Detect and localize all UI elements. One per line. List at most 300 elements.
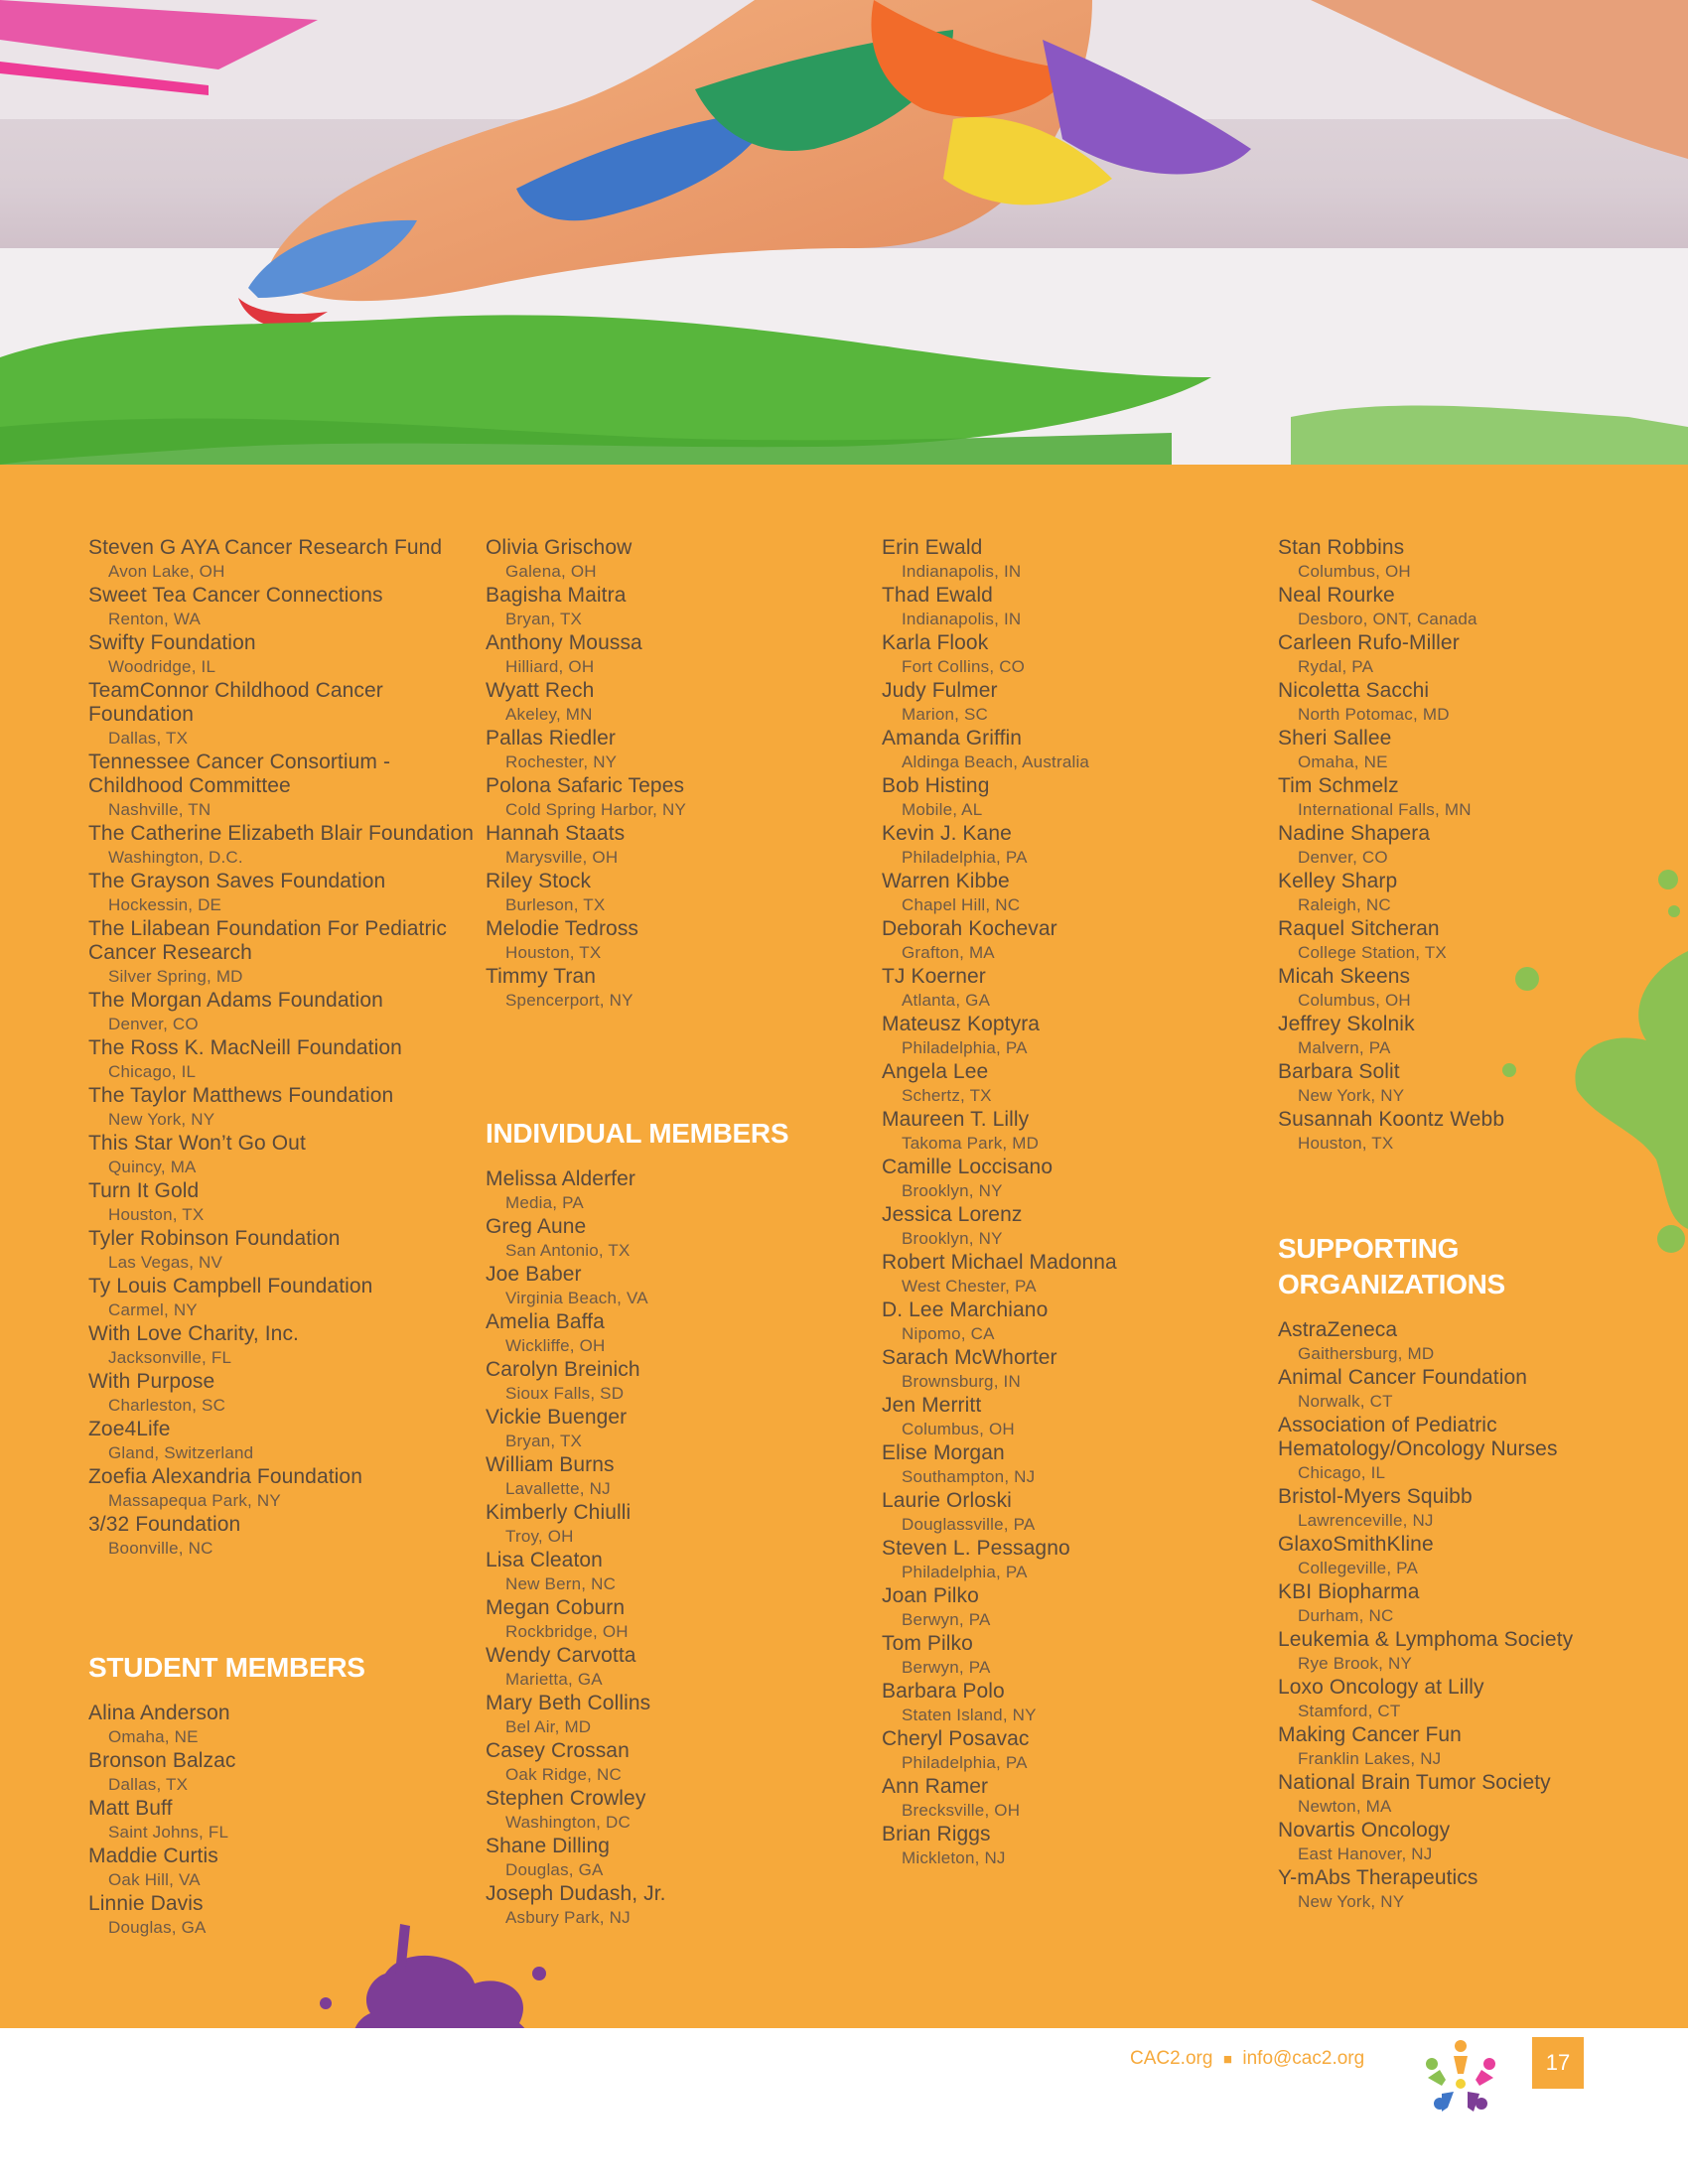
list-item <box>88 1418 476 1465</box>
entry-name: Kevin J. Kane <box>882 822 1012 845</box>
entry-name: Tom Pilko <box>882 1632 973 1655</box>
student-members-heading: STUDENT MEMBERS <box>88 1652 365 1683</box>
entry-name: Tennessee Cancer Consortium - Childhood Committee <box>88 751 391 797</box>
list-item <box>486 1310 873 1358</box>
entry-name: Warren Kibbe <box>882 870 1010 892</box>
entry-name: TJ Koerner <box>882 965 986 988</box>
entry-name: Brian Riggs <box>882 1823 991 1845</box>
entry-name: Pallas Riedler <box>486 727 616 750</box>
entry-location: Brooklyn, NY <box>902 1229 1003 1248</box>
entry-location: Douglas, GA <box>505 1860 604 1879</box>
list-item <box>88 1370 476 1418</box>
entry-location: Rockbridge, OH <box>505 1622 629 1641</box>
list-item <box>486 1787 873 1835</box>
list-item <box>1278 965 1596 1013</box>
entry-location: Virginia Beach, VA <box>505 1289 648 1307</box>
entry-location: Renton, WA <box>108 610 202 628</box>
list-item <box>1278 1723 1596 1771</box>
entry-name: This Star Won’t Go Out <box>88 1132 306 1155</box>
entry-location: Omaha, NE <box>108 1727 199 1746</box>
column-4 <box>1278 536 1596 1914</box>
entry-location: Grafton, MA <box>902 943 995 962</box>
list-item <box>486 774 873 822</box>
entry-name: Micah Skeens <box>1278 965 1411 988</box>
list-item <box>882 822 1269 870</box>
entry-location: Brownsburg, IN <box>902 1372 1021 1391</box>
list-item <box>88 1513 476 1561</box>
list-item <box>486 1501 873 1549</box>
list-item <box>486 1263 873 1310</box>
entry-location: Franklin Lakes, NJ <box>1298 1749 1442 1768</box>
entry-location: Douglas, GA <box>108 1918 207 1937</box>
entry-name: Susannah Koontz Webb <box>1278 1108 1505 1131</box>
entry-location: Lavallette, NJ <box>505 1479 611 1498</box>
list-item <box>486 965 873 1013</box>
list-item <box>1278 631 1596 679</box>
individual-members-heading: INDIVIDUAL MEMBERS <box>486 1118 789 1149</box>
entry-name: Joan Pilko <box>882 1584 979 1607</box>
entry-location: Schertz, TX <box>902 1086 992 1105</box>
entry-name: D. Lee Marchiano <box>882 1298 1049 1321</box>
entry-location: Southampton, NJ <box>902 1467 1036 1486</box>
list-item <box>88 1797 476 1844</box>
list-item <box>882 1346 1269 1394</box>
student-members-list <box>88 1702 476 1940</box>
entry-name: Nicoletta Sacchi <box>1278 679 1430 702</box>
entry-location: Columbus, OH <box>902 1420 1015 1438</box>
entry-location: Mickleton, NJ <box>902 1848 1006 1867</box>
entry-location: Norwalk, CT <box>1298 1392 1393 1411</box>
list-item <box>1278 679 1596 727</box>
entry-name: Making Cancer Fun <box>1278 1723 1462 1746</box>
entry-location: Staten Island, NY <box>902 1706 1037 1724</box>
entry-location: Hilliard, OH <box>505 657 595 676</box>
entry-name: Melodie Tedross <box>486 917 639 940</box>
entry-location: International Falls, MN <box>1298 800 1472 819</box>
entry-location: Troy, OH <box>505 1527 574 1546</box>
entry-location: Chicago, IL <box>108 1062 197 1081</box>
entry-name: Polona Safaric Tepes <box>486 774 685 797</box>
entry-name: Maddie Curtis <box>88 1844 218 1867</box>
entry-name: Raquel Sitcheran <box>1278 917 1440 940</box>
entry-location: Dallas, TX <box>108 1775 189 1794</box>
footer-contact <box>1130 2048 1364 2070</box>
entry-location: Philadelphia, PA <box>902 1753 1028 1772</box>
entry-location: Dallas, TX <box>108 729 189 748</box>
entry-location: Bryan, TX <box>505 610 583 628</box>
list-item <box>882 1489 1269 1537</box>
list-item <box>1278 917 1596 965</box>
entry-location: Asbury Park, NJ <box>505 1908 631 1927</box>
entry-location: Houston, TX <box>108 1205 205 1224</box>
entry-location: Collegeville, PA <box>1298 1559 1418 1577</box>
entry-name: Karla Flook <box>882 631 989 654</box>
entry-name: Elise Morgan <box>882 1441 1005 1464</box>
entry-location: Houston, TX <box>1298 1134 1394 1153</box>
entry-location: Raleigh, NC <box>1298 895 1391 914</box>
list-item <box>882 536 1269 584</box>
list-item <box>88 1179 476 1227</box>
entry-name: Jessica Lorenz <box>882 1203 1023 1226</box>
list-item <box>88 1844 476 1892</box>
entry-name: Turn It Gold <box>88 1179 200 1202</box>
entry-location: Mobile, AL <box>902 800 983 819</box>
list-item <box>1278 1628 1596 1676</box>
list-item <box>486 727 873 774</box>
entry-name: Angela Lee <box>882 1060 989 1083</box>
list-item <box>88 1749 476 1797</box>
list-item <box>1278 1676 1596 1723</box>
entry-name: GlaxoSmithKline <box>1278 1533 1434 1556</box>
column-1 <box>88 536 476 1940</box>
entry-location: Columbus, OH <box>1298 562 1411 581</box>
entry-name: Linnie Davis <box>88 1892 204 1915</box>
list-item <box>486 536 873 584</box>
finger-painting-illustration <box>0 0 1688 465</box>
entry-location: Berwyn, PA <box>902 1658 991 1677</box>
entry-location: Washington, DC <box>505 1813 631 1832</box>
entry-location: Media, PA <box>505 1193 584 1212</box>
entry-location: Spencerport, NY <box>505 991 633 1010</box>
entry-name: Zoe4Life <box>88 1418 171 1440</box>
entry-location: Newton, MA <box>1298 1797 1392 1816</box>
entry-name: The Taylor Matthews Foundation <box>88 1084 394 1107</box>
entry-location: Massapequa Park, NY <box>108 1491 281 1510</box>
entry-name: Casey Crossan <box>486 1739 630 1762</box>
list-item <box>1278 1414 1596 1485</box>
entry-location: Indianapolis, IN <box>902 562 1022 581</box>
entry-name: Bristol-Myers Squibb <box>1278 1485 1473 1508</box>
entry-location: New York, NY <box>108 1110 215 1129</box>
entry-name: Wyatt Rech <box>486 679 595 702</box>
individual-members-list-end <box>1278 536 1596 1156</box>
entry-location: Fort Collins, CO <box>902 657 1026 676</box>
entry-name: Sweet Tea Cancer Connections <box>88 584 383 607</box>
list-item <box>88 1084 476 1132</box>
individual-members-list <box>486 1167 873 1930</box>
entry-location: Philadelphia, PA <box>902 1563 1028 1581</box>
entry-location: Denver, CO <box>108 1015 199 1033</box>
list-item <box>882 1060 1269 1108</box>
entry-name: Tim Schmelz <box>1278 774 1399 797</box>
entry-location: New York, NY <box>1298 1892 1405 1911</box>
entry-location: Omaha, NE <box>1298 752 1388 771</box>
entry-location: Boonville, NC <box>108 1539 213 1558</box>
entry-location: Columbus, OH <box>1298 991 1411 1010</box>
entry-location: Avon Lake, OH <box>108 562 225 581</box>
list-item <box>882 1537 1269 1584</box>
list-item <box>882 1013 1269 1060</box>
list-item <box>882 1584 1269 1632</box>
entry-location: Philadelphia, PA <box>902 1038 1028 1057</box>
entry-name: Shane Dilling <box>486 1835 611 1857</box>
list-item <box>882 1108 1269 1156</box>
entry-location: Jacksonville, FL <box>108 1348 232 1367</box>
entry-name: Olivia Grischow <box>486 536 633 559</box>
entry-name: AstraZeneca <box>1278 1318 1398 1341</box>
entry-name: Swifty Foundation <box>88 631 256 654</box>
entry-name: Riley Stock <box>486 870 592 892</box>
entry-name: Erin Ewald <box>882 536 983 559</box>
entry-name: Carleen Rufo-Miller <box>1278 631 1460 654</box>
email-link[interactable]: info@cac2.org <box>1242 2048 1365 2069</box>
entry-location: Sioux Falls, SD <box>505 1384 625 1403</box>
entry-name: Judy Fulmer <box>882 679 998 702</box>
list-item <box>1278 1819 1596 1866</box>
entry-location: Woodridge, IL <box>108 657 216 676</box>
entry-location: Saint Johns, FL <box>108 1823 229 1842</box>
list-item <box>486 1882 873 1930</box>
entry-name: National Brain Tumor Society <box>1278 1771 1551 1794</box>
entry-name: KBI Biopharma <box>1278 1580 1420 1603</box>
entry-location: Stamford, CT <box>1298 1702 1401 1720</box>
entry-location: Nipomo, CA <box>902 1324 995 1343</box>
entry-location: Las Vegas, NV <box>108 1253 223 1272</box>
list-item <box>88 679 476 751</box>
list-item <box>486 679 873 727</box>
list-item <box>486 1549 873 1596</box>
entry-location: Houston, TX <box>505 943 602 962</box>
entry-name: Deborah Kochevar <box>882 917 1057 940</box>
entry-location: Brooklyn, NY <box>902 1181 1003 1200</box>
list-item <box>486 1596 873 1644</box>
entry-name: Amelia Baffa <box>486 1310 605 1333</box>
entry-name: Hannah Staats <box>486 822 626 845</box>
entry-name: Y-mAbs Therapeutics <box>1278 1866 1478 1889</box>
column-2 <box>486 536 873 1930</box>
entry-name: Steven G AYA Cancer Research Fund <box>88 536 443 559</box>
list-item <box>88 1275 476 1322</box>
entry-location: College Station, TX <box>1298 943 1447 962</box>
entry-location: Quincy, MA <box>108 1158 197 1176</box>
entry-name: TeamConnor Childhood Cancer Foundation <box>88 679 383 726</box>
entry-location: Rye Brook, NY <box>1298 1654 1413 1673</box>
page-number: 17 <box>1532 2037 1584 2089</box>
list-item <box>88 1036 476 1084</box>
list-item <box>486 1453 873 1501</box>
entry-name: Sarach McWhorter <box>882 1346 1057 1369</box>
entry-location: Oak Ridge, NC <box>505 1765 622 1784</box>
list-item <box>486 1644 873 1692</box>
entry-location: Takoma Park, MD <box>902 1134 1040 1153</box>
list-item <box>88 1227 476 1275</box>
entry-name: Jen Merritt <box>882 1394 982 1417</box>
entry-location: Oak Hill, VA <box>108 1870 201 1889</box>
entry-name: Animal Cancer Foundation <box>1278 1366 1528 1389</box>
entry-location: Chicago, IL <box>1298 1463 1386 1482</box>
list-item <box>1278 1013 1596 1060</box>
entry-location: Denver, CO <box>1298 848 1388 867</box>
entry-name: Leukemia & Lymphoma Society <box>1278 1628 1574 1651</box>
list-item <box>1278 1060 1596 1108</box>
entry-name: The Ross K. MacNeill Foundation <box>88 1036 402 1059</box>
list-item <box>882 1251 1269 1298</box>
list-item <box>882 1156 1269 1203</box>
entry-location: Aldinga Beach, Australia <box>902 752 1090 771</box>
entry-name: Lisa Cleaton <box>486 1549 603 1571</box>
entry-location: Durham, NC <box>1298 1606 1394 1625</box>
list-item <box>1278 1771 1596 1819</box>
entry-name: Bagisha Maitra <box>486 584 627 607</box>
list-item <box>88 989 476 1036</box>
list-item <box>882 1775 1269 1823</box>
list-item <box>486 584 873 631</box>
page-footer <box>0 2028 1688 2184</box>
individual-members-list-continued <box>882 536 1269 1870</box>
entry-name: Bob Histing <box>882 774 990 797</box>
list-item <box>88 822 476 870</box>
list-item <box>882 1680 1269 1727</box>
entry-location: Malvern, PA <box>1298 1038 1391 1057</box>
list-item <box>486 1167 873 1215</box>
list-item <box>882 870 1269 917</box>
hero-photo <box>0 0 1688 465</box>
entry-name: Novartis Oncology <box>1278 1819 1451 1842</box>
entry-location: New York, NY <box>1298 1086 1405 1105</box>
list-item <box>486 822 873 870</box>
entry-name: Vickie Buenger <box>486 1406 628 1429</box>
entry-location: Desboro, ONT, Canada <box>1298 610 1477 628</box>
list-item <box>1278 536 1596 584</box>
entry-name: Megan Coburn <box>486 1596 626 1619</box>
entry-location: Gland, Switzerland <box>108 1443 254 1462</box>
organization-list <box>88 536 476 1561</box>
list-item <box>486 1692 873 1739</box>
list-item <box>882 1441 1269 1489</box>
entry-location: Silver Spring, MD <box>108 967 243 986</box>
entry-location: Rydal, PA <box>1298 657 1374 676</box>
entry-location: Charleston, SC <box>108 1396 226 1415</box>
entry-name: 3/32 Foundation <box>88 1513 241 1536</box>
list-item <box>88 870 476 917</box>
list-item <box>486 870 873 917</box>
entry-location: Brecksville, OH <box>902 1801 1021 1820</box>
entry-location: Carmel, NY <box>108 1300 198 1319</box>
entry-name: Maureen T. Lilly <box>882 1108 1030 1131</box>
entry-location: Burleson, TX <box>505 895 606 914</box>
list-item <box>486 1835 873 1882</box>
entry-name: Stephen Crowley <box>486 1787 646 1810</box>
list-item <box>1278 774 1596 822</box>
list-item <box>1278 1318 1596 1366</box>
entry-location: Bryan, TX <box>505 1432 583 1450</box>
entry-name: Neal Rourke <box>1278 584 1395 607</box>
entry-name: Jeffrey Skolnik <box>1278 1013 1415 1035</box>
list-item <box>882 1298 1269 1346</box>
entry-location: West Chester, PA <box>902 1277 1037 1296</box>
entry-location: San Antonio, TX <box>505 1241 631 1260</box>
entry-location: Hockessin, DE <box>108 895 222 914</box>
list-item <box>882 679 1269 727</box>
list-item <box>1278 822 1596 870</box>
entry-name: Amanda Griffin <box>882 727 1023 750</box>
list-item <box>88 917 476 989</box>
list-item <box>486 1215 873 1263</box>
entry-location: East Hanover, NJ <box>1298 1844 1433 1863</box>
list-item <box>882 1632 1269 1680</box>
list-item <box>88 584 476 631</box>
entry-name: Greg Aune <box>486 1215 587 1238</box>
entry-location: Philadelphia, PA <box>902 848 1028 867</box>
entry-name: Joe Baber <box>486 1263 582 1286</box>
entry-location: Marion, SC <box>902 705 989 724</box>
list-item <box>88 1892 476 1940</box>
entry-name: Timmy Tran <box>486 965 597 988</box>
entry-location: Marysville, OH <box>505 848 619 867</box>
list-item <box>1278 727 1596 774</box>
list-item <box>1278 1108 1596 1156</box>
entry-name: Mary Beth Collins <box>486 1692 651 1714</box>
list-item <box>882 965 1269 1013</box>
column-3 <box>882 536 1269 1870</box>
entry-location: Washington, D.C. <box>108 848 243 867</box>
entry-location: Nashville, TN <box>108 800 211 819</box>
entry-location: Cold Spring Harbor, NY <box>505 800 687 819</box>
entry-name: Barbara Solit <box>1278 1060 1400 1083</box>
list-item <box>1278 1366 1596 1414</box>
list-item <box>882 1727 1269 1775</box>
entry-name: The Grayson Saves Foundation <box>88 870 386 892</box>
list-item <box>88 536 476 584</box>
entry-name: Carolyn Breinich <box>486 1358 640 1381</box>
entry-name: Sheri Sallee <box>1278 727 1392 750</box>
entry-location: Indianapolis, IN <box>902 610 1022 628</box>
entry-name: With Love Charity, Inc. <box>88 1322 299 1345</box>
list-item <box>486 1358 873 1406</box>
entry-name: Robert Michael Madonna <box>882 1251 1117 1274</box>
list-item <box>88 1702 476 1749</box>
entry-name: The Morgan Adams Foundation <box>88 989 383 1012</box>
entry-name: William Burns <box>486 1453 615 1476</box>
entry-location: Douglassville, PA <box>902 1515 1036 1534</box>
website-link[interactable]: CAC2.org <box>1130 2048 1213 2069</box>
list-item <box>88 751 476 822</box>
entry-name: Loxo Oncology at Lilly <box>1278 1676 1484 1699</box>
entry-location: Rochester, NY <box>505 752 618 771</box>
entry-name: Steven L. Pessagno <box>882 1537 1070 1560</box>
separator-square: ■ <box>1222 2051 1232 2068</box>
list-item <box>88 1132 476 1179</box>
list-item <box>486 1739 873 1787</box>
entry-name: Ty Louis Campbell Foundation <box>88 1275 373 1297</box>
list-item <box>882 727 1269 774</box>
list-item <box>88 1465 476 1513</box>
entry-location: Akeley, MN <box>505 705 593 724</box>
entry-name: Alina Anderson <box>88 1702 230 1724</box>
supporting-organizations-heading: SUPPORTING ORGANIZATIONS <box>1278 1233 1505 1299</box>
entry-location: Chapel Hill, NC <box>902 895 1021 914</box>
entry-location: Bel Air, MD <box>505 1717 592 1736</box>
entry-name: Mateusz Koptyra <box>882 1013 1041 1035</box>
entry-name: Zoefia Alexandria Foundation <box>88 1465 362 1488</box>
list-item <box>882 584 1269 631</box>
entry-name: With Purpose <box>88 1370 215 1393</box>
entry-name: Stan Robbins <box>1278 536 1405 559</box>
entry-location: Marietta, GA <box>505 1670 603 1689</box>
list-item <box>486 631 873 679</box>
list-item <box>882 774 1269 822</box>
entry-name: Kelley Sharp <box>1278 870 1398 892</box>
entry-name: Matt Buff <box>88 1797 173 1820</box>
list-item <box>88 1322 476 1370</box>
list-item <box>88 631 476 679</box>
entry-name: Joseph Dudash, Jr. <box>486 1882 666 1905</box>
student-members-list-continued <box>486 536 873 1013</box>
list-item <box>882 917 1269 965</box>
entry-name: Kimberly Chiulli <box>486 1501 632 1524</box>
entry-name: Bronson Balzac <box>88 1749 236 1772</box>
entry-location: North Potomac, MD <box>1298 705 1450 724</box>
